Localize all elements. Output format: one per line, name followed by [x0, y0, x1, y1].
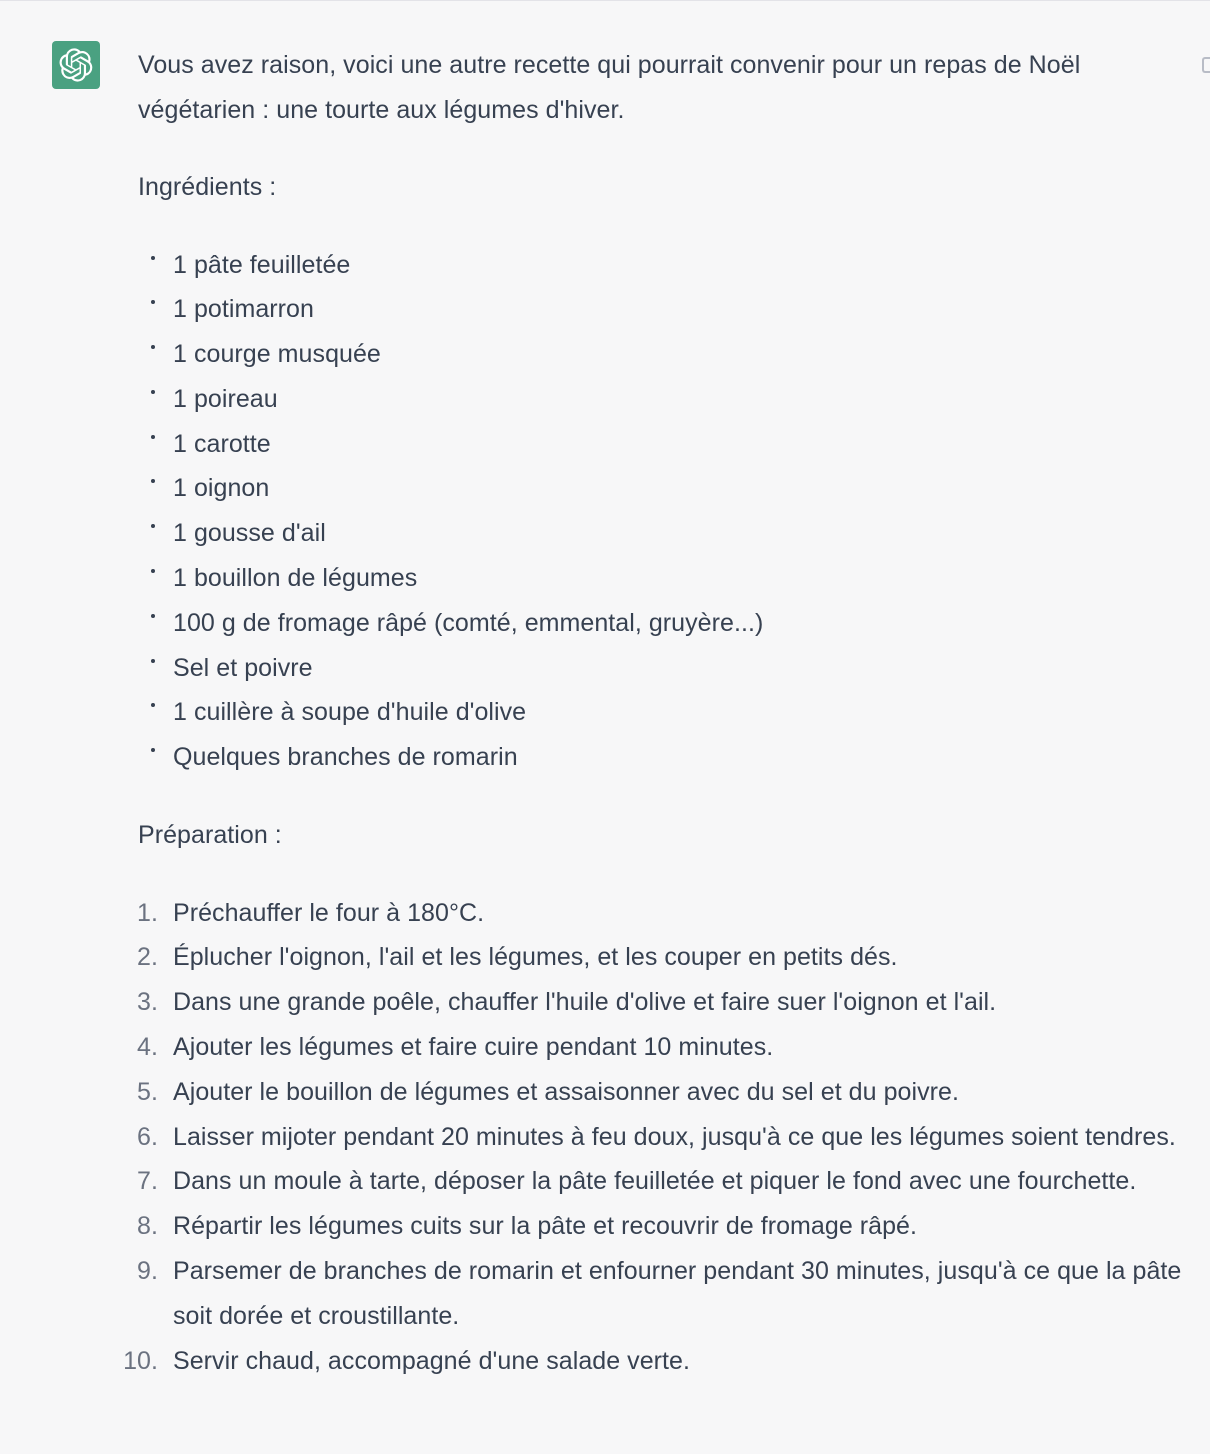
step-number: 4.: [137, 1032, 158, 1061]
message-content: [123, 43, 1188, 1383]
list-item: 1 poireau: [138, 377, 1188, 422]
list-item: 1 oignon: [138, 466, 1188, 511]
step-item: [138, 980, 1188, 1025]
step-text: Ajouter le bouillon de légumes et assaisonner avec du sel et du poivre.: [173, 1077, 959, 1106]
step-number: 6.: [137, 1122, 158, 1151]
step-item: [138, 1204, 1188, 1249]
step-number: 5.: [137, 1077, 158, 1106]
steps-list: [123, 891, 1188, 1384]
step-item: [138, 1115, 1188, 1160]
step-text: Laisser mijoter pendant 20 minutes à feu doux, jusqu'à ce que les légumes soient tendres.: [173, 1122, 1176, 1151]
list-item: 1 bouillon de légumes: [138, 556, 1188, 601]
step-text: Ajouter les légumes et faire cuire pendant 10 minutes.: [173, 1032, 774, 1061]
list-item: 1 pâte feuilletée: [138, 243, 1188, 288]
step-number: 7.: [137, 1167, 158, 1196]
openai-logo-icon: [59, 48, 93, 82]
step-number: 9.: [137, 1256, 158, 1285]
step-text: Dans un moule à tarte, déposer la pâte feuilletée et piquer le fond avec une fourchette.: [173, 1167, 1137, 1196]
list-item: 1 gousse d'ail: [138, 511, 1188, 556]
step-item: [138, 891, 1188, 936]
step-item: [138, 935, 1188, 980]
step-number: 10.: [123, 1346, 158, 1375]
step-number: 8.: [137, 1212, 158, 1241]
preparation-heading: Préparation :: [138, 821, 282, 850]
ingredients-list: [138, 243, 1188, 781]
step-item: [123, 1339, 1188, 1384]
list-item: 100 g de fromage râpé (comté, emmental, gruyère...): [138, 601, 1188, 646]
step-item: [138, 1070, 1188, 1115]
copy-icon[interactable]: [1202, 57, 1210, 73]
step-item: [138, 1249, 1188, 1339]
list-item: Sel et poivre: [138, 646, 1188, 691]
assistant-avatar: [52, 41, 100, 89]
step-text: Dans une grande poêle, chauffer l'huile d'olive et faire suer l'oignon et l'ail.: [173, 988, 997, 1017]
step-text: Servir chaud, accompagné d'une salade verte.: [173, 1346, 691, 1375]
step-text: Parsemer de branches de romarin et enfourner pendant 30 minutes, jusqu'à ce que la pâte soit dorée et croustillante.: [173, 1256, 1182, 1330]
step-number: 2.: [137, 943, 158, 972]
step-item: [138, 1159, 1188, 1204]
ingredients-heading: Ingrédients :: [138, 173, 277, 201]
list-item: Quelques branches de romarin: [138, 735, 1188, 780]
list-item: 1 potimarron: [138, 287, 1188, 332]
step-number: 3.: [137, 988, 158, 1017]
list-item: 1 carotte: [138, 422, 1188, 467]
step-item: [138, 1025, 1188, 1070]
step-text: Répartir les légumes cuits sur la pâte et recouvrir de fromage râpé.: [173, 1212, 918, 1241]
intro-text: Vous avez raison, voici une autre recette qui pourrait convenir pour un repas de Noël végétarien : une tourte aux légumes d'hiver.: [138, 51, 1081, 124]
list-item: 1 cuillère à soupe d'huile d'olive: [138, 690, 1188, 735]
list-item: 1 courge musquée: [138, 332, 1188, 377]
step-number: 1.: [137, 898, 158, 927]
step-text: Éplucher l'oignon, l'ail et les légumes, et les couper en petits dés.: [173, 943, 898, 972]
step-text: Préchauffer le four à 180°C.: [173, 898, 485, 927]
